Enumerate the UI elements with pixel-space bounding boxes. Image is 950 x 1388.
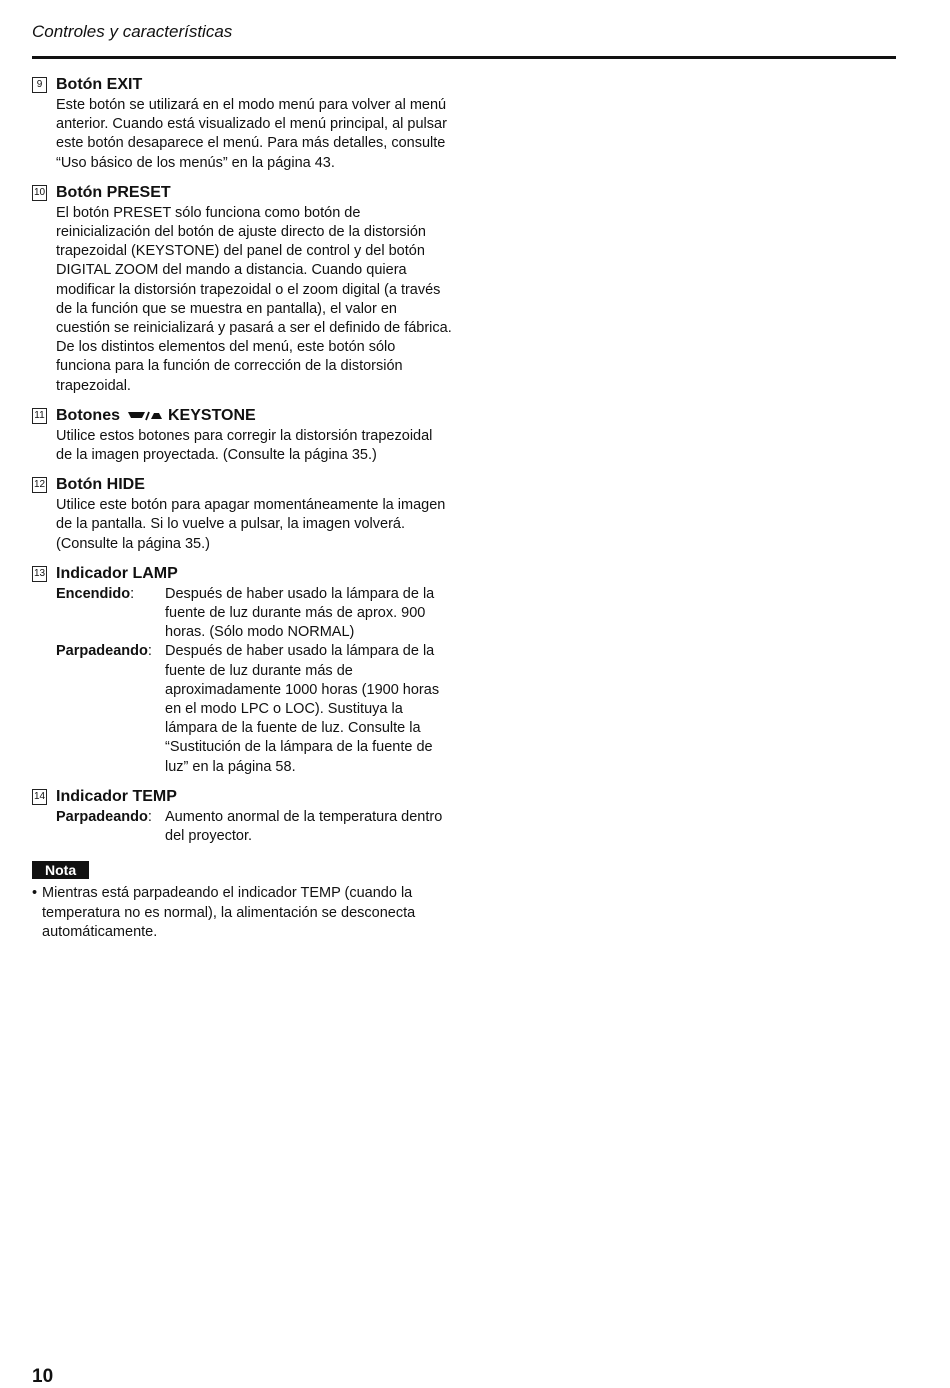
note-item	[32, 884, 452, 942]
section-body: El botón PRESET sólo funciona como botón de reinicialización del botón de ajuste directo de la distorsión trapezoidal (KEYSTONE) del panel de control y del botón DIGITAL ZOOM del mando a distancia. Cuando quiera modificar la distorsión trapezoidal o el zoom digital (a través de la función que se muestra en pantalla), el valor en cuestión se reinicializará y pasará a ser el definido de fábrica. De los distintos elementos del menú, este botón sólo funciona para la función de corrección de la distorsión trapezoidal.	[56, 204, 452, 394]
page-number: 10	[32, 1366, 54, 1387]
section-title: Botón HIDE	[56, 476, 145, 494]
section-body: Utilice estos botones para corregir la distorsión trapezoidal de la imagen proyectada. (Consulte la página 35.)	[56, 427, 433, 464]
section-keystone-buttons	[32, 405, 452, 465]
note-label: Nota	[32, 861, 89, 879]
item-number-badge: 11	[32, 408, 47, 424]
indicator-state-desc: Después de haber usado la lámpara de la fuente de luz durante más de aprox. 900 horas. (Sólo modo NORMAL)	[165, 585, 435, 641]
content-column	[32, 74, 452, 942]
section-title: Botón PRESET	[56, 183, 171, 201]
indicator-state-desc: Después de haber usado la lámpara de la fuente de luz durante más de aproximadamente 1000 horas (1900 horas en el modo LPC o LOC). Sustituya la lámpara de la fuente de luz. Consulte la “Sustitución de la lámpara de la fuente de luz” en la página 58.	[165, 643, 440, 775]
indicator-state-label: Encendido	[56, 585, 131, 602]
item-number-badge: 9	[32, 77, 47, 93]
item-number-badge: 12	[32, 477, 47, 493]
section-body: Utilice este botón para apagar momentáneamente la imagen de la pantalla. Si lo vuelve a pulsar, la imagen volverá. (Consulte la página 35.)	[56, 497, 446, 552]
section-body: Este botón se utilizará en el modo menú para volver al menú anterior. Cuando está visualizado el menú principal, al pulsar este botón desaparece el menú. Para más detalles, consulte “Uso básico de los menús” en la página 43.	[56, 97, 447, 171]
keystone-trapezoid-icon	[128, 411, 162, 421]
item-number-badge: 14	[32, 789, 47, 805]
section-title: Indicador TEMP	[56, 787, 177, 805]
indicator-state-row: Parpadeando: Aumento anormal de la temperatura dentro del proyector.	[56, 808, 452, 846]
indicator-state-label: Parpadeando	[56, 643, 148, 660]
page-header-title: Controles y características	[32, 22, 233, 41]
header-divider	[32, 56, 896, 59]
note-block	[32, 855, 452, 942]
section-lamp-indicator	[32, 563, 452, 777]
indicator-state-row: Parpadeando: Después de haber usado la lámpara de la fuente de luz durante más de aproximadamente 1000 horas (1900 horas en el modo LPC o LOC). Sustituya la lámpara de la fuente de luz. Consulte la “Sustitución de la lámpara de la fuente de luz” en la página 58.	[56, 642, 452, 776]
note-text: Mientras está parpadeando el indicador TEMP (cuando la temperatura no es normal), la alimentación se desconecta automáticamente.	[42, 885, 416, 940]
item-number-badge: 13	[32, 566, 47, 582]
bullet-icon: •	[32, 885, 38, 902]
section-title	[56, 407, 256, 425]
section-temp-indicator	[32, 786, 452, 846]
indicator-state-row: Encendido: Después de haber usado la lámpara de la fuente de luz durante más de aprox. 900 horas. (Sólo modo NORMAL)	[56, 585, 452, 643]
section-title: Indicador LAMP	[56, 564, 178, 582]
indicator-state-desc: Aumento anormal de la temperatura dentro del proyector.	[165, 808, 443, 845]
indicator-state-label: Parpadeando	[56, 808, 148, 825]
section-preset-button	[32, 182, 452, 396]
section-title-suffix: KEYSTONE	[168, 406, 256, 424]
item-number-badge: 10	[32, 185, 47, 201]
section-hide-button	[32, 474, 452, 554]
section-exit-button	[32, 74, 452, 173]
section-title-prefix: Botones	[56, 406, 120, 424]
section-title: Botón EXIT	[56, 76, 143, 93]
